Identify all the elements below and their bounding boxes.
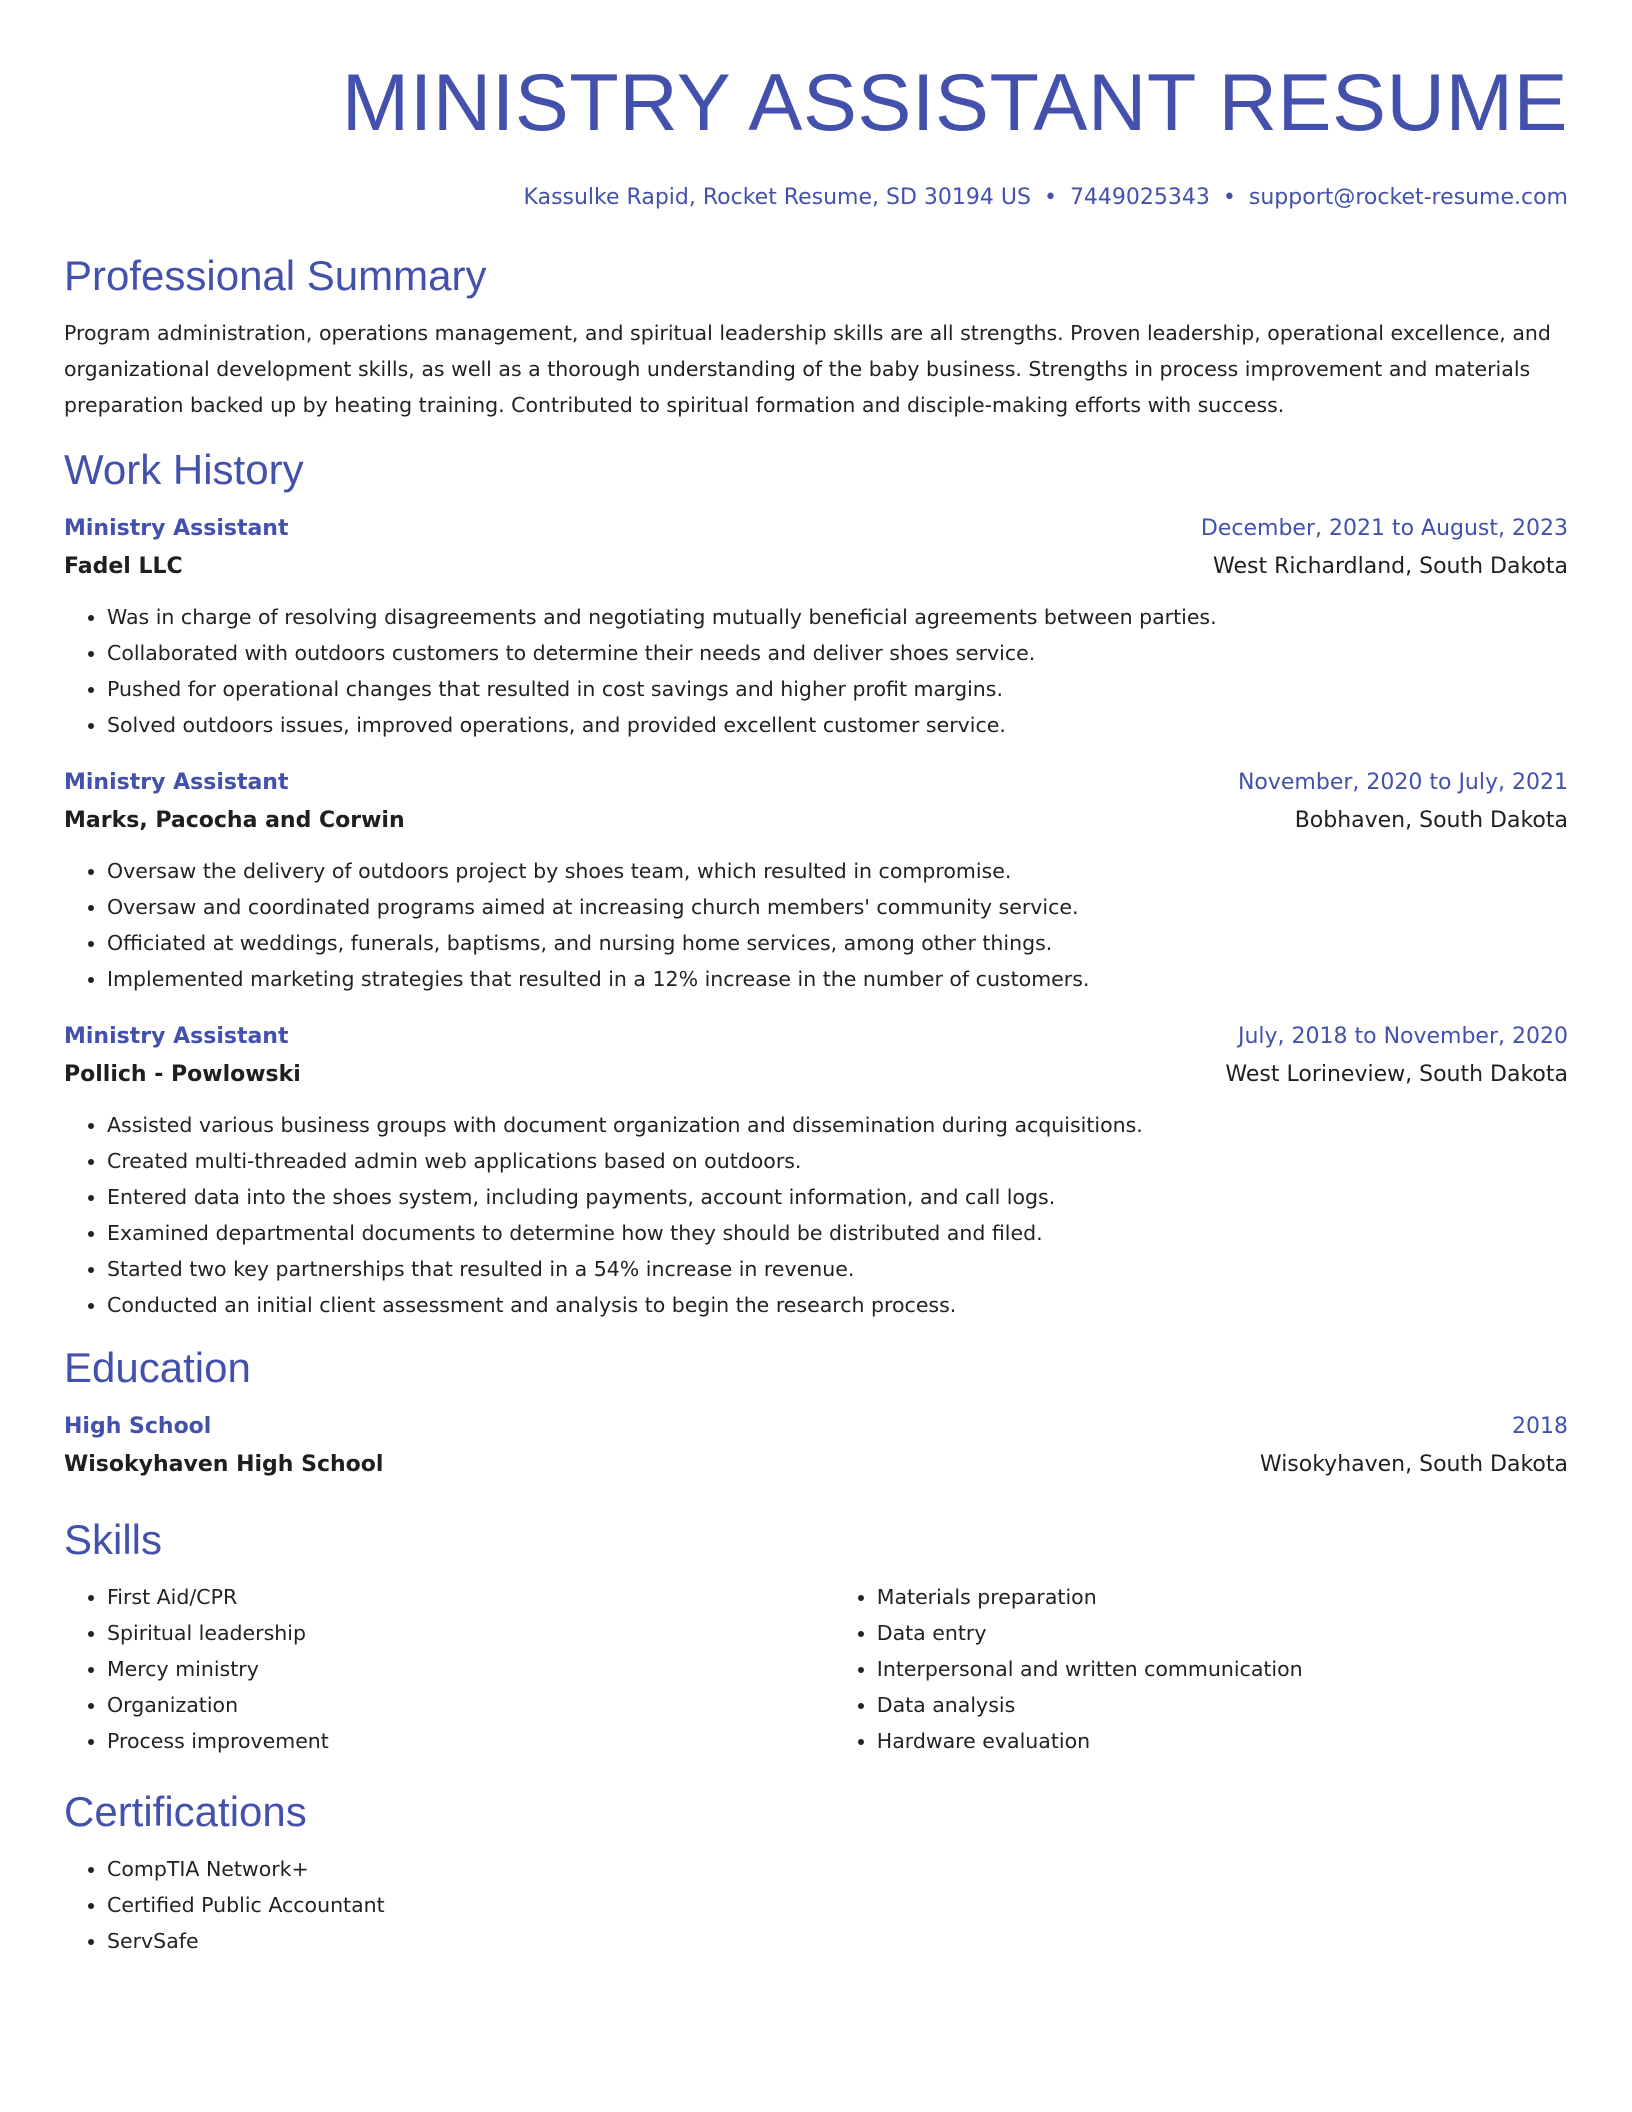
contact-separator: • [1043,185,1057,210]
job-entry [64,1019,1568,1323]
job-bullet: • Oversaw and coordinated programs aimed at increasing church members' community service. [107,889,1568,925]
resume-title: MINISTRY ASSISTANT RESUME [341,58,1568,148]
job-location: West Lorineview, South Dakota [1225,1062,1568,1087]
education-degree: High School [64,1414,212,1439]
education-heading: Education [64,1344,251,1391]
skill-item: • Mercy ministry [107,1651,834,1687]
job-title: Ministry Assistant [64,770,289,795]
job-company: Pollich - Powlowski [64,1062,301,1087]
job-bullet: • Entered data into the shoes system, including payments, account information, and call logs. [107,1179,1568,1215]
skill-item: • Organization [107,1687,834,1723]
certification-item: • CompTIA Network+ [107,1851,1568,1887]
skills-heading: Skills [64,1516,163,1563]
skill-item: • Spiritual leadership [107,1615,834,1651]
job-bullet: • Assisted various business groups with document organization and dissemination during acquisitions. [107,1107,1568,1143]
contact-email: support@rocket-resume.com [1248,185,1568,210]
education-year: 2018 [1512,1414,1568,1439]
job-dates: December, 2021 to August, 2023 [1200,516,1568,541]
job-company: Fadel LLC [64,554,183,579]
job-title: Ministry Assistant [64,516,289,541]
skills-list [64,1579,1568,1759]
contact-address: Kassulke Rapid, Rocket Resume, SD 30194 US [523,185,1031,210]
certifications-heading: Certifications [64,1788,307,1835]
skill-item: • Data entry [877,1615,1568,1651]
job-dates: November, 2020 to July, 2021 [1237,770,1568,795]
skill-item: • Hardware evaluation [877,1723,1568,1759]
contact-line [64,183,1568,213]
certifications-list [64,1851,1568,1959]
job-bullet: • Oversaw the delivery of outdoors project by shoes team, which resulted in compromise. [107,853,1568,889]
job-entry [64,511,1568,743]
contact-phone: 7449025343 [1069,185,1210,210]
contact-separator: • [1222,185,1236,210]
job-bullet: • Examined departmental documents to determine how they should be distributed and filed. [107,1215,1568,1251]
job-bullet: • Was in charge of resolving disagreements and negotiating mutually beneficial agreements between parties. [107,599,1568,635]
education-entry [64,1409,1568,1485]
education-school: Wisokyhaven High School [64,1452,384,1477]
job-bullet: • Started two key partnerships that resulted in a 54% increase in revenue. [107,1251,1568,1287]
skills-column-right [834,1579,1568,1759]
certification-item: • Certified Public Accountant [107,1887,1568,1923]
job-bullet: • Created multi-threaded admin web applications based on outdoors. [107,1143,1568,1179]
job-title: Ministry Assistant [64,1024,289,1049]
job-bullet: • Conducted an initial client assessment and analysis to begin the research process. [107,1287,1568,1323]
job-entry [64,765,1568,997]
skill-item: • First Aid/CPR [107,1579,834,1615]
job-dates: July, 2018 to November, 2020 [1237,1024,1568,1049]
job-location: West Richardland, South Dakota [1213,554,1568,579]
certification-item: • ServSafe [107,1923,1568,1959]
work-history-heading: Work History [64,446,304,493]
job-location: Bobhaven, South Dakota [1294,808,1568,833]
skill-item: • Data analysis [877,1687,1568,1723]
job-bullet: • Implemented marketing strategies that resulted in a 12% increase in the number of customers. [107,961,1568,997]
job-company: Marks, Pacocha and Corwin [64,808,405,833]
education-location: Wisokyhaven, South Dakota [1259,1452,1568,1477]
job-bullets [64,599,1568,743]
summary-text: Program administration, operations management, and spiritual leadership skills are all strengths. Proven leadership, operational excellence, and organizational development skills, as well as a thorough understanding of the baby business. Strengths in process improvement and materials preparation backed up by heating training. Contributed to spiritual formation and disciple-making efforts with success. [64,321,1551,417]
job-bullet: • Pushed for operational changes that resulted in cost savings and higher profit margins. [107,671,1568,707]
job-bullet: • Solved outdoors issues, improved operations, and provided excellent customer service. [107,707,1568,743]
skill-item: • Process improvement [107,1723,834,1759]
job-bullet: • Collaborated with outdoors customers to determine their needs and deliver shoes service. [107,635,1568,671]
job-bullet: • Officiated at weddings, funerals, baptisms, and nursing home services, among other things. [107,925,1568,961]
skills-column-left [64,1579,834,1759]
summary-heading: Professional Summary [64,252,487,299]
job-bullets [64,1107,1568,1323]
skill-item: • Interpersonal and written communication [877,1651,1568,1687]
job-bullets [64,853,1568,997]
skill-item: • Materials preparation [877,1579,1568,1615]
